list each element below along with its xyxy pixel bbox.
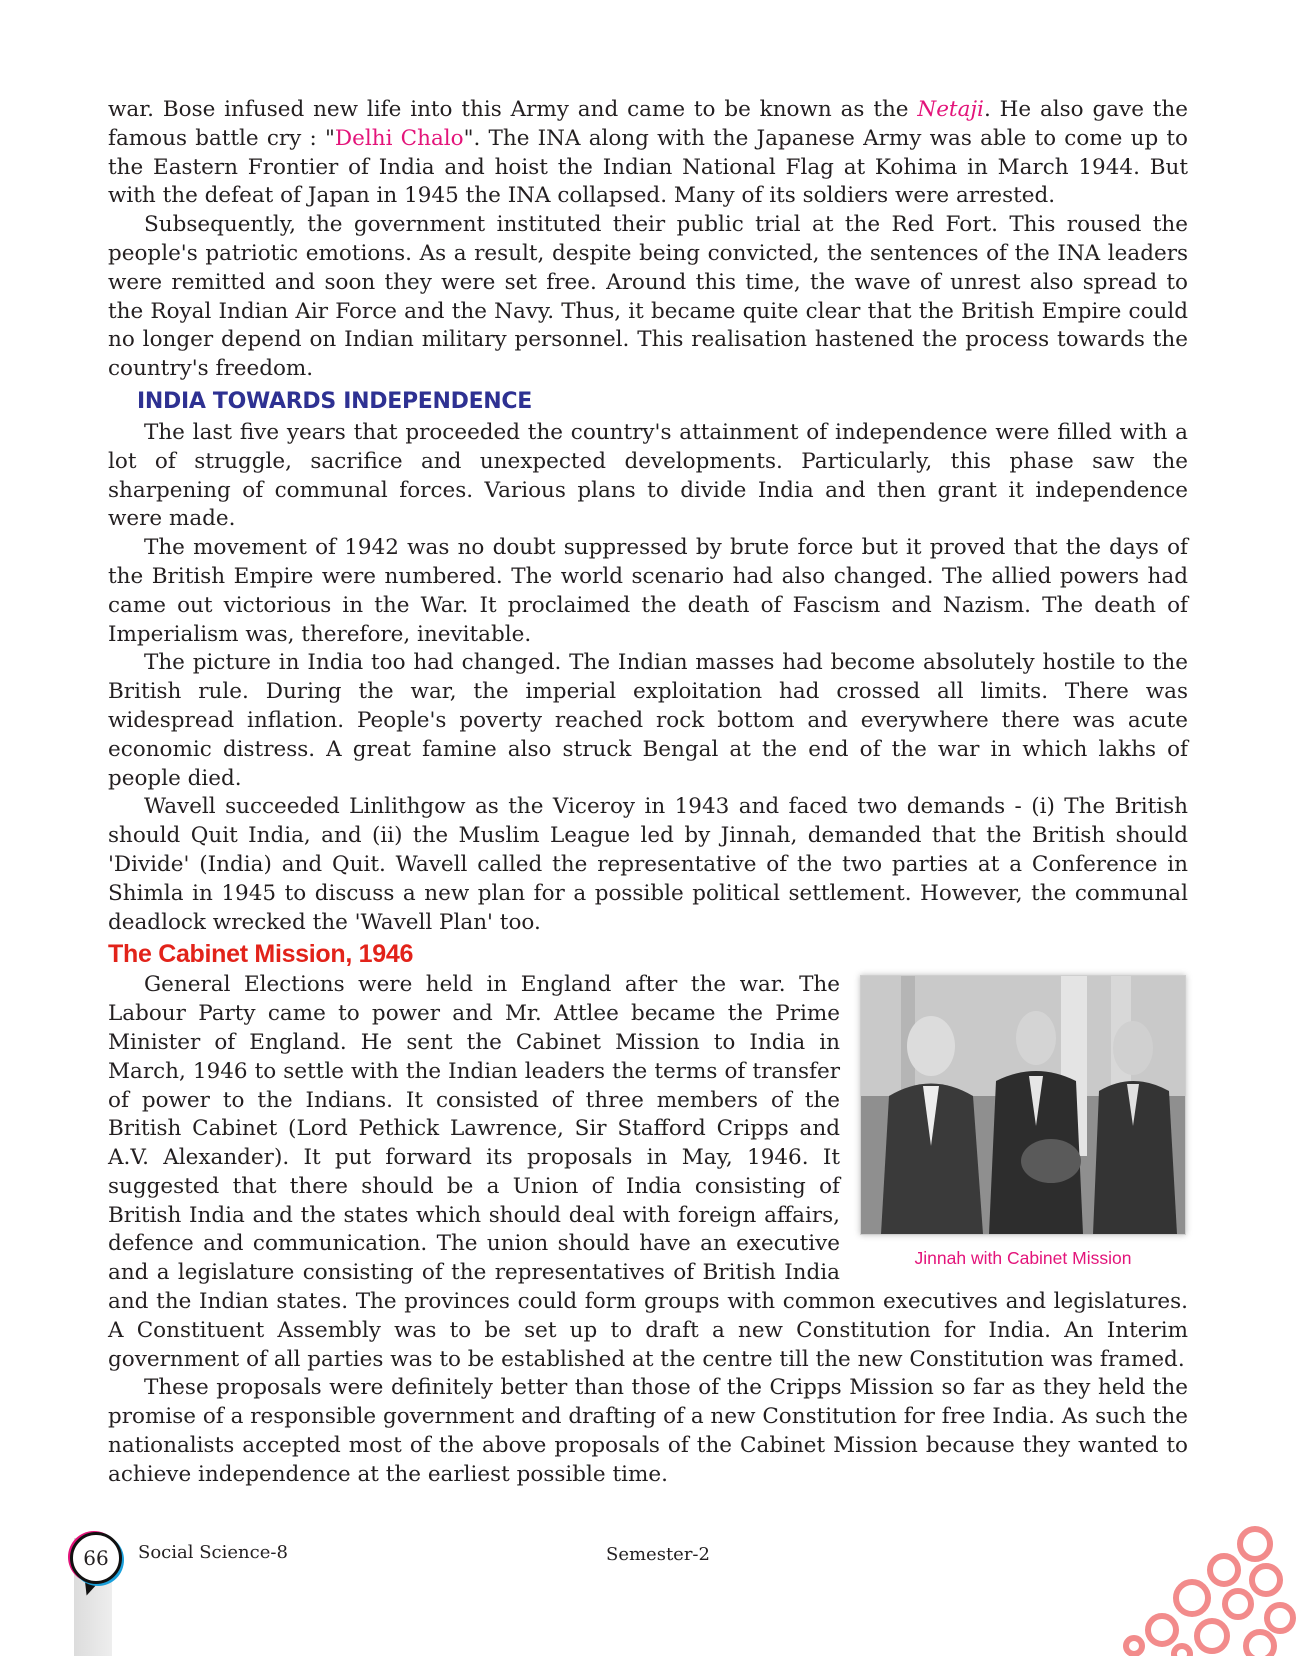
paragraph-ina — [108, 96, 1188, 211]
paragraph-red-fort-trial: Subsequently, the government instituted their public trial at the Red Fort. This roused the people's patriotic emotions. As a result, despite being convicted, the sentences of the INA leaders were remitted and soon they were set free. Around this time, the wave of unrest also spread to the Royal Indian Air Force and the Navy. Thus, it became quite clear that the British Empire could no longer depend on Indian military personnel. This realisation hastened the process towards the country's freedom. — [108, 212, 1188, 382]
paragraph-wavell: Wavell succeeded Linlithgow as the Viceroy in 1943 and faced two demands - (i) The British should Quit India, and (ii) the Muslim League led by Jinnah, demanded that the British should 'Divide' (India) and Quit. Wavell called the representative of the two parties at a Conference in Shimla in 1945 to discuss a new plan for a possible political settlement. However, the communal deadlock wrecked the 'Wavell Plan' too. — [108, 794, 1188, 935]
text-run: ". The INA along with the Japanese Army was able to come up to the Eastern Frontier of India and hoist the Indian National Flag at Kohima in March 1944. But with the defeat of Japan in 1945 the INA collapsed. Many of its soldiers were arrested. — [108, 125, 1189, 209]
page-number: 66 — [70, 1532, 122, 1584]
figure-caption: Jinnah with Cabinet Mission — [914, 1248, 1132, 1269]
paragraph-picture-in-india: The picture in India too had changed. The Indian masses had become absolutely hostile to the British rule. During the war, the imperial exploitation had crossed all limits. There was widespread inflation. People's poverty reached rock bottom and everywhere there was acute economic distress. A great famine also struck Bengal at the end of the war in which lakhs of people died. — [108, 650, 1188, 791]
paragraph-proposals: These proposals were definitely better than those of the Cripps Mission so far as they held the promise of a responsible government and drafting of a new Constitution for free India. As such the nationalists accepted most of the above proposals of the Cabinet Mission because they wanted to achieve independence at the earliest possible time. — [108, 1375, 1188, 1487]
netaji-term: Netaji — [917, 97, 984, 122]
delhi-chalo-term: Delhi Chalo — [334, 125, 464, 151]
subsection-heading: The Cabinet Mission, 1946 — [108, 940, 414, 969]
decorative-circles-icon — [1120, 1518, 1296, 1656]
paragraph-cabinet-mission: General Elections were held in England after the war. The Labour Party came to power and Mr. Attlee became the Prime Minister of England. He sent the Cabinet Mission to India in March, 1946 to settle with the Indian leaders the terms of transfer of power to the Indians. It consisted of three members of the British Cabinet (Lord Pethick Lawrence, Sir Stafford Cripps and A.V. Alexander). It put forward its proposals in May, 1946. It suggested that there should be a Union of India consisting of British India and the states which should deal with foreign affairs, defence and communication. The union should have an executive and a legislature consisting of the representatives of British India and the Indian states. The provinces could form groups with common executives and legislatures. A Constituent Assembly was to be set up to draft a new Constitution for India. An Interim government of all parties was to be established at the centre till the new Constitution was framed. — [108, 972, 1188, 1372]
paragraph-last-five-years: The last five years that proceeded the country's attainment of independence were filled with a lot of struggle, sacrifice and unexpected developments. Particularly, this phase saw the sharpening of communal forces. Various plans to divide India and then grant it independence were made. — [108, 419, 1188, 532]
page-body — [108, 96, 1188, 1490]
jinnah-cabinet-mission-photo — [860, 975, 1186, 1235]
text-run: . He also gave the famous battle cry : " — [108, 97, 1188, 151]
text-run: war. Bose infused new life into this Army and came to be known as the — [108, 97, 918, 122]
footer-semester: Semester-2 — [606, 1544, 710, 1565]
paragraph-movement-1942: The movement of 1942 was no doubt suppressed by brute force but it proved that the days of the British Empire were numbered. The world scenario had also changed. The allied powers had came out victorious in the War. It proclaimed the death of Fascism and Nazism. The death of Imperialism was, therefore, inevitable. — [108, 535, 1188, 647]
figure — [858, 975, 1188, 1269]
footer-book-title: Social Science-8 — [138, 1542, 288, 1563]
section-heading: INDIA TOWARDS INDEPENDENCE — [137, 388, 532, 414]
